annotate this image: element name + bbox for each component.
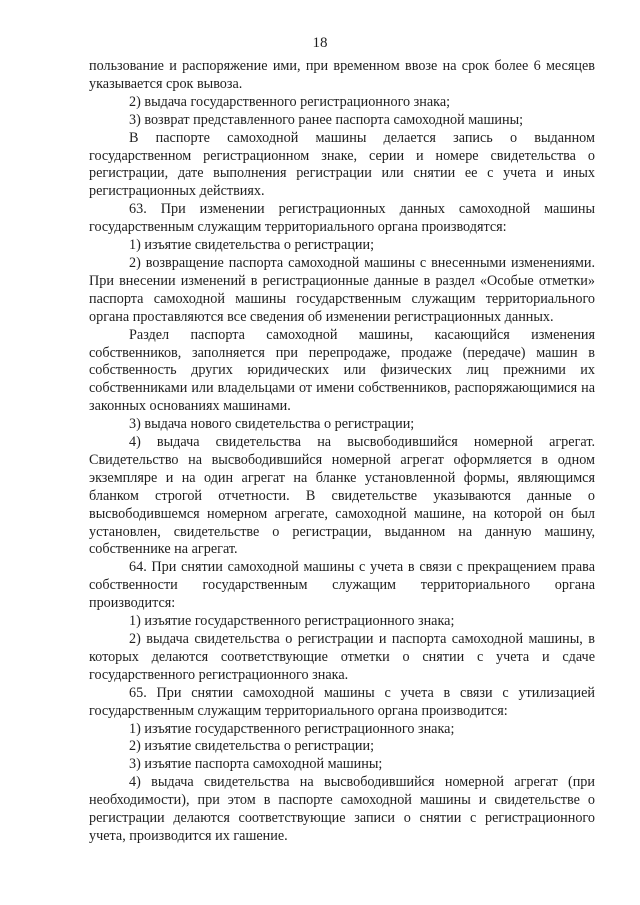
paragraph: 65. При снятии самоходной машины с учета в связи с утилизацией государственным служащим территориального органа производится: bbox=[89, 684, 595, 719]
paragraph: 2) изъятие свидетельства о регистрации; bbox=[129, 738, 375, 755]
paragraph: 63. При изменении регистрационных данных самоходной машины государственным служащим территориального органа производятся: bbox=[89, 201, 595, 236]
paragraph: 2) выдача свидетельства о регистрации и паспорта самоходной машины, в которых делаются соответствующие отметки о снятии с учета и сдаче государственного регистрационного знака. bbox=[89, 631, 595, 683]
paragraph: 4) выдача свидетельства на высвободившийся номерной агрегат. Свидетельство на высвободившийся номерной агрегат оформляется в одном экземпляре и на один агрегат на бланке установленной формы, являющимся бланком строгой отчетности. В свидетельстве указываются данные о высвободившемся номерном агрегате, самоходной машине, на которой он был установлен, свидетельстве о регистрации, выданном на данную машину, собственнике на агрегат. bbox=[89, 434, 595, 558]
paragraph: 1) изъятие государственного регистрационного знака; bbox=[129, 720, 455, 737]
paragraph: 2) возвращение паспорта самоходной машины с внесенными изменениями. При внесении изменений в регистрационные данные в раздел «Особые отметки» паспорта самоходной машины государственным служащим территориального органа проставляются все сведения об изменении регистрационных данных. bbox=[89, 254, 595, 325]
document-body bbox=[89, 58, 595, 846]
paragraph: 1) изъятие свидетельства о регистрации; bbox=[129, 237, 375, 254]
paragraph: пользование и распоряжение ими, при временном ввозе на срок более 6 месяцев указывается срок вывоза. bbox=[89, 58, 595, 92]
paragraph: 64. При снятии самоходной машины с учета в связи с прекращением права собственности государственным служащим территориального органа производится: bbox=[89, 559, 595, 612]
paragraph: 3) возврат представленного ранее паспорта самоходной машины; bbox=[129, 111, 524, 128]
paragraph: 3) выдача нового свидетельства о регистрации; bbox=[129, 416, 415, 433]
page-number: 18 bbox=[312, 35, 328, 51]
paragraph: 3) изъятие паспорта самоходной машины; bbox=[129, 756, 383, 773]
paragraph: 4) выдача свидетельства на высвободившийся номерной агрегат (при необходимости), при этом в паспорте самоходной машины и свидетельстве о регистрации делаются соответствующие записи о снятии с регистрационного учета, производится их гашение. bbox=[89, 774, 595, 844]
paragraph: В паспорте самоходной машины делается запись о выданном государственном регистрационном знаке, серии и номере свидетельства о регистрации, дате выполнения регистрации или снятии ее с учета и иных регистрационных действиях. bbox=[89, 129, 595, 200]
paragraph: 1) изъятие государственного регистрационного знака; bbox=[129, 613, 455, 630]
paragraph: 2) выдача государственного регистрационного знака; bbox=[129, 93, 451, 110]
paragraph: Раздел паспорта самоходной машины, касающийся изменения собственников, заполняется при перепродаже, продаже (передаче) машин в собственность других юридических или физических лиц прежними их собственниками или владельцами от имени собственников, распоряжающимися на законных основаниях машинами. bbox=[89, 326, 595, 415]
